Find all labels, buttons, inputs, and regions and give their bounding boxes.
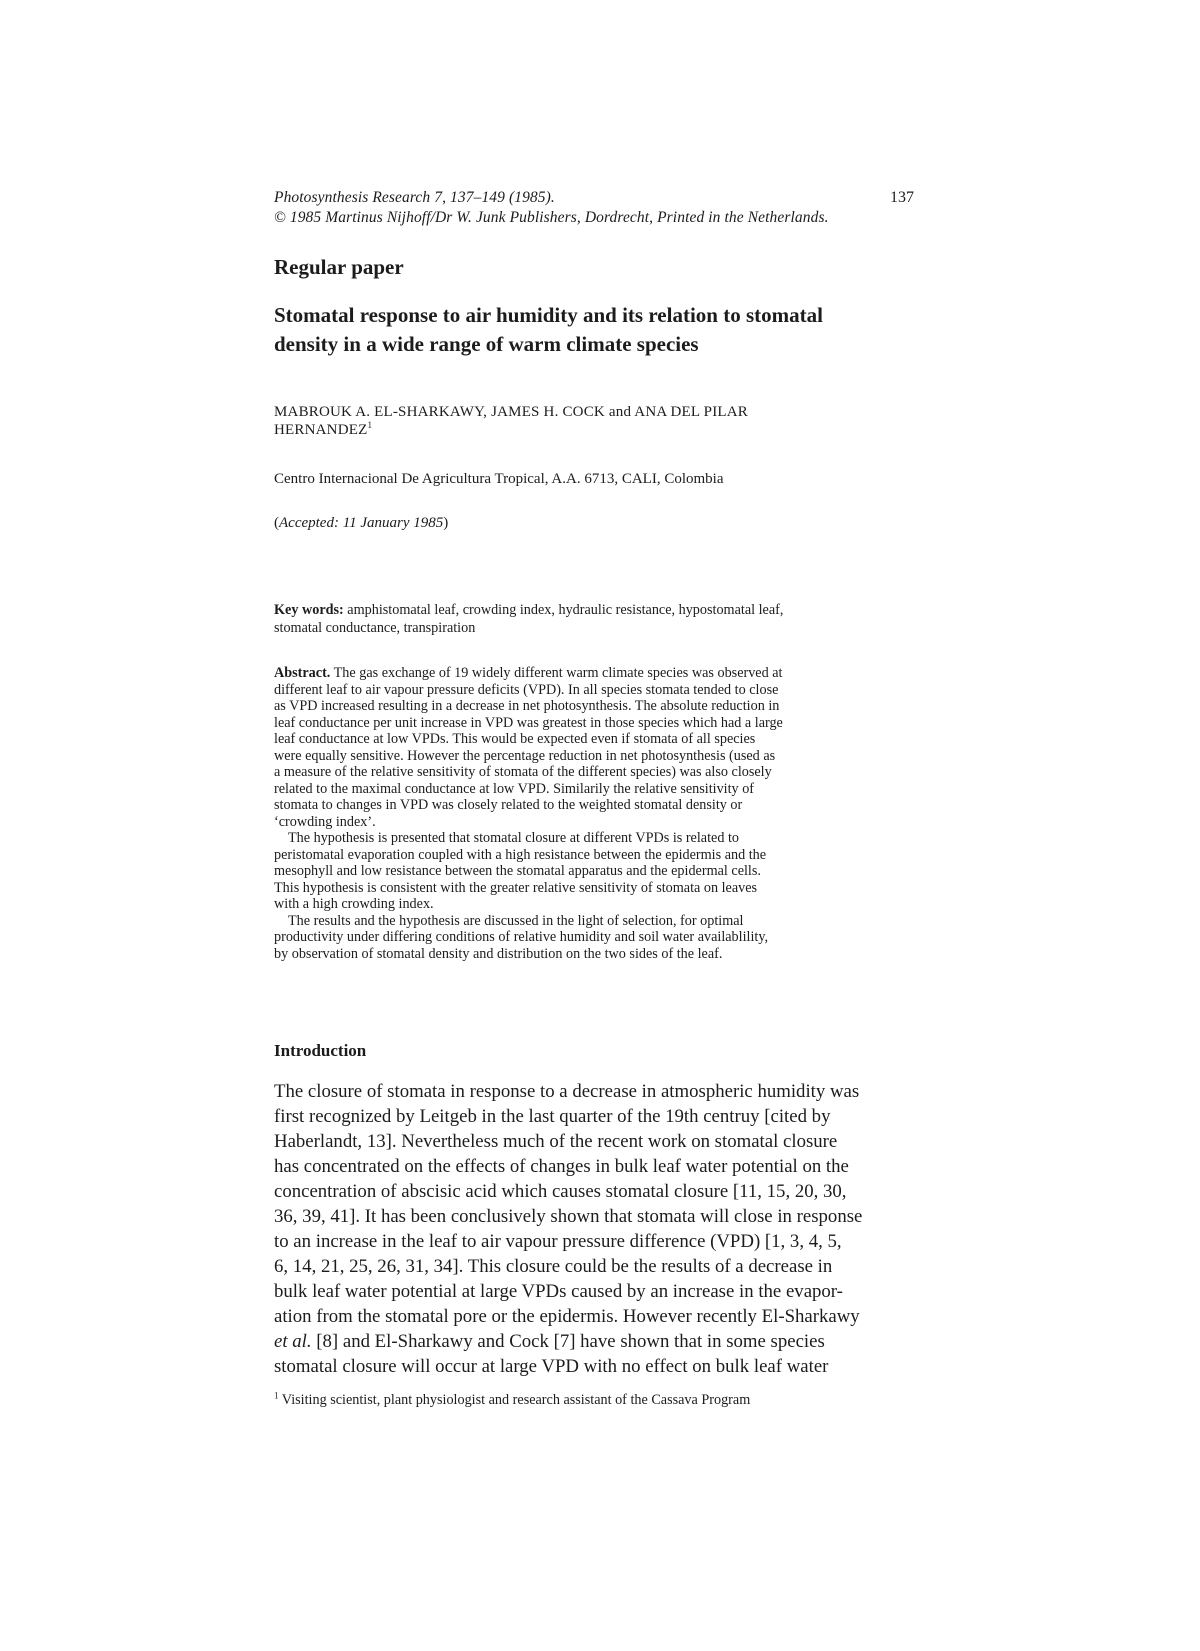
abstract-line: [274, 665, 782, 682]
footnote: [274, 1391, 750, 1409]
keywords-text-1: amphistomatal leaf, crowding index, hydraulic resistance, hypostomatal leaf,: [347, 602, 784, 618]
intro-line: stomatal closure will occur at large VPD with no effect on bulk leaf water: [274, 1356, 829, 1377]
paper-title-line-2: density in a wide range of warm climate species: [274, 332, 699, 356]
intro-line: has concentrated on the effects of changes in bulk leaf water potential on the: [274, 1156, 849, 1177]
abstract-line: The results and the hypothesis are discussed in the light of selection, for optimal: [288, 912, 744, 929]
journal-citation: Photosynthesis Research 7, 137–149 (1985).: [274, 189, 555, 206]
intro-line: bulk leaf water potential at large VPDs caused by an increase in the evapor-: [274, 1281, 843, 1302]
abstract-first-line: The gas exchange of 19 widely different warm climate species was observed at: [333, 665, 783, 681]
introduction-heading: Introduction: [274, 1041, 367, 1060]
authors-line-1: MABROUK A. EL-SHARKAWY, JAMES H. COCK and ANA DEL PILAR: [274, 404, 748, 420]
section-label: Regular paper: [274, 255, 404, 279]
accepted-date: [274, 514, 448, 533]
accepted-close-paren: ): [443, 515, 449, 531]
abstract-line: were equally sensitive. However the percentage reduction in net photosynthesis (used as: [274, 747, 776, 764]
footnote-number: 1: [274, 1390, 279, 1401]
abstract-line: The hypothesis is presented that stomatal closure at different VPDs is related to: [288, 830, 740, 846]
footnote-text: Visiting scientist, plant physiologist and research assistant of the Cassava Program: [281, 1392, 751, 1408]
intro-line: 36, 39, 41]. It has been conclusively shown that stomata will close in response: [274, 1206, 863, 1227]
copyright-line: © 1985 Martinus Nijhoff/Dr W. Junk Publishers, Dordrecht, Printed in the Netherlands.: [274, 209, 829, 226]
intro-line: concentration of abscisic acid which causes stomatal closure [11, 15, 20, 30,: [274, 1181, 847, 1202]
abstract-line: as VPD increased resulting in a decrease in net photosynthesis. The absolute reduction in: [274, 698, 780, 714]
page-number: 137: [890, 189, 914, 206]
abstract-line: mesophyll and low resistance between the stomatal apparatus and the epidermal cells.: [274, 863, 761, 879]
intro-line: Haberlandt, 13]. Nevertheless much of the recent work on stomatal closure: [274, 1131, 838, 1152]
intro-line: first recognized by Leitgeb in the last quarter of the 19th centruy [cited by: [274, 1106, 831, 1127]
accepted-open-paren: (: [274, 515, 279, 531]
abstract-line: by observation of stomatal density and distribution on the two sides of the leaf.: [274, 945, 723, 962]
authors-line-2: [274, 421, 372, 440]
intro-line: ation from the stomatal pore or the epidermis. However recently El-Sharkawy: [274, 1306, 860, 1327]
abstract-line: stomata to changes in VPD was closely related to the weighted stomatal density or: [274, 797, 743, 813]
abstract-line: peristomatal evaporation coupled with a high resistance between the epidermis and the: [274, 846, 767, 863]
intro-line-11-text: [8] and El-Sharkawy and Cock [7] have shown that in some species: [316, 1331, 825, 1352]
keywords-line-2: stomatal conductance, transpiration: [274, 620, 476, 636]
abstract-line: leaf conductance per unit increase in VPD was greatest in those species which had a large: [274, 714, 783, 731]
accepted-date-value: 11 January 1985: [342, 515, 444, 531]
intro-line: [274, 1330, 825, 1354]
abstract-line: with a high crowding index.: [274, 896, 434, 912]
intro-line: to an increase in the leaf to air vapour pressure difference (VPD) [1, 3, 4, 5,: [274, 1231, 842, 1252]
author-name: HERNANDEZ: [274, 422, 368, 438]
keywords-label: Key words:: [274, 602, 344, 618]
intro-line: The closure of stomata in response to a decrease in atmospheric humidity was: [274, 1081, 860, 1102]
abstract-line: leaf conductance at low VPDs. This would be expected even if stomata of all species: [274, 731, 756, 747]
accepted-label: Accepted:: [279, 515, 339, 531]
abstract-line: ‘crowding index’.: [274, 813, 376, 830]
abstract-label: Abstract.: [274, 665, 331, 681]
intro-line: 6, 14, 21, 25, 26, 31, 34]. This closure could be the results of a decrease in: [274, 1256, 833, 1277]
abstract-line: productivity under differing conditions of relative humidity and soil water availablility,: [274, 929, 769, 945]
paper-title-line-1: Stomatal response to air humidity and its relation to stomatal: [274, 303, 823, 327]
abstract-line: This hypothesis is consistent with the greater relative sensitivity of stomata on leaves: [274, 879, 758, 896]
affiliation: Centro Internacional De Agricultura Tropical, A.A. 6713, CALI, Colombia: [274, 471, 724, 487]
abstract-line: a measure of the relative sensitivity of stomata of the different species) was also closely: [274, 764, 772, 780]
footnote-marker: 1: [367, 420, 373, 430]
et-al-italic: et al.: [274, 1331, 312, 1352]
abstract-line: different leaf to air vapour pressure deficits (VPD). In all species stomata tended to close: [274, 681, 779, 698]
keywords-line-1: [274, 602, 783, 619]
abstract-line: related to the maximal conductance at low VPD. Similarily the relative sensitivity of: [274, 780, 755, 797]
